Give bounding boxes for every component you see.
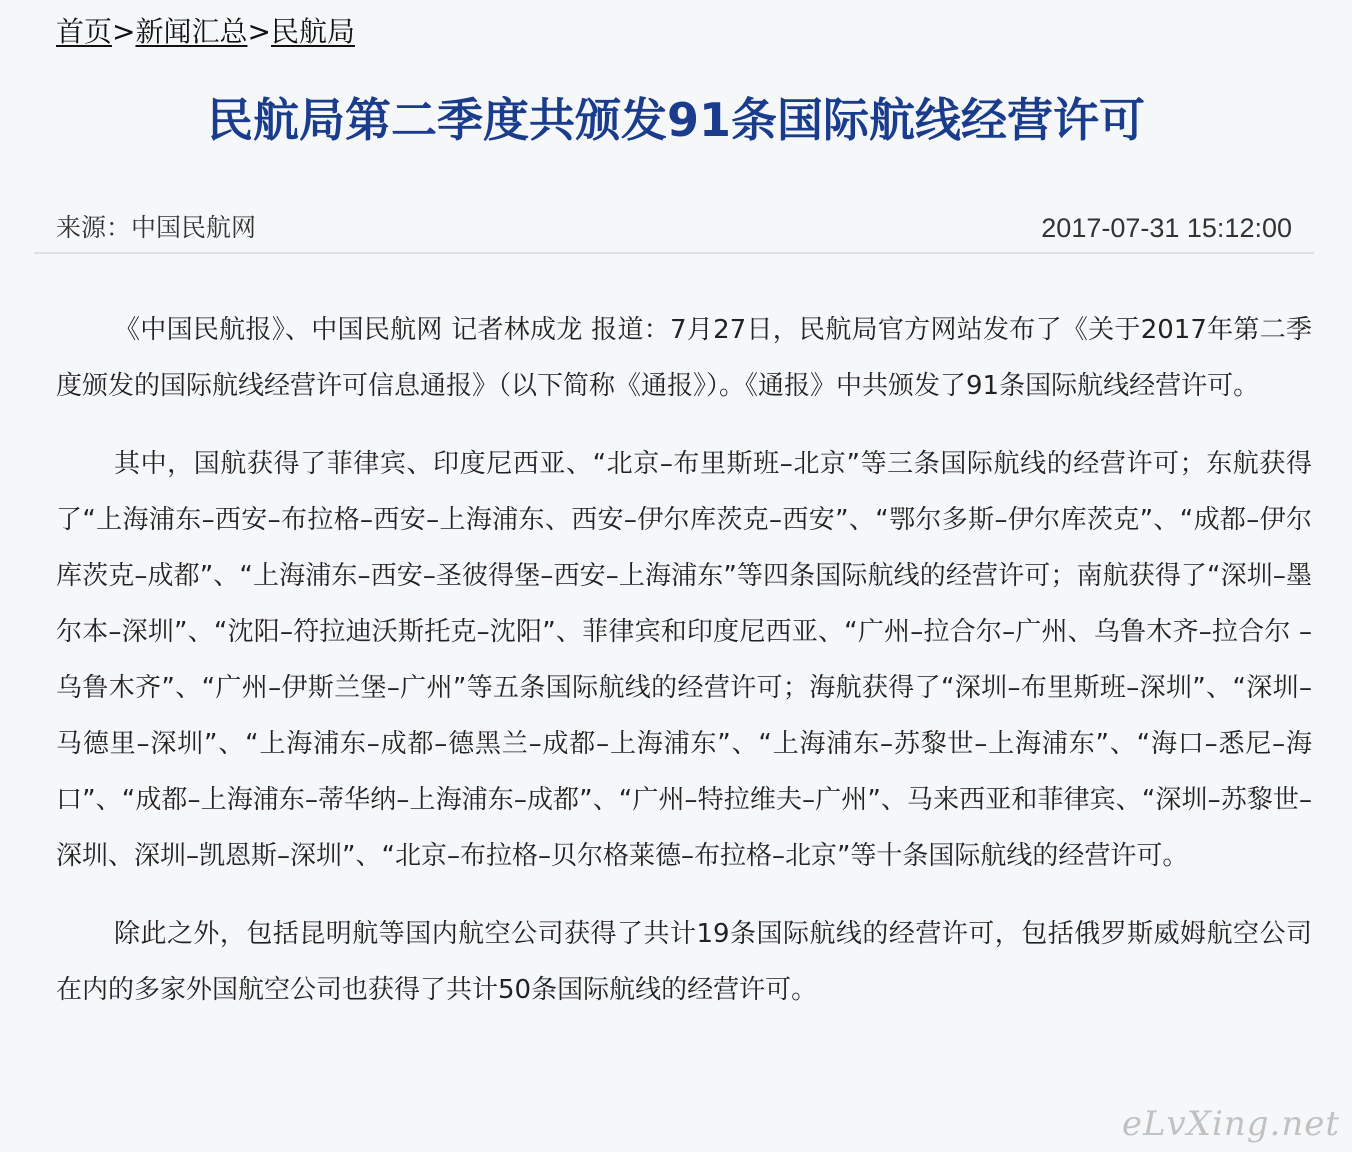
breadcrumb-home-link[interactable]: 首页 bbox=[56, 15, 113, 48]
article-title: 民航局第二季度共颁发91条国际航线经营许可 bbox=[206, 93, 1145, 147]
article-meta bbox=[56, 208, 1292, 248]
breadcrumb-separator: > bbox=[112, 15, 136, 48]
breadcrumb-news-link[interactable]: 新闻汇总 bbox=[135, 15, 248, 48]
article-paragraph: 其中，国航获得了菲律宾、印度尼西亚、“北京–布里斯班–北京”等三条国际航线的经营许可；东航获得了“上海浦东–西安–布拉格–西安–上海浦东、西安–伊尔库茨克–西安”、“鄂尔多斯–伊尔库茨克”、“成都–伊尔库茨克–成都”、“上海浦东–西安–圣彼得堡–西安–上海浦东”等四条国际航线的经营许可；南航获得了“深圳–墨尔本–深圳”、“沈阳–符拉迪沃斯托克–沈阳”、菲律宾和印度尼西亚、“广州–拉合尔–广州、乌鲁木齐–拉合尔 –乌鲁木齐”、“广州–伊斯兰堡–广州”等五条国际航线的经营许可；海航获得了“深圳–布里斯班–深圳”、“深圳–马德里–深圳”、“上海浦东–成都–德黑兰–成都–上海浦东”、“上海浦东–苏黎世–上海浦东”、“海口–悉尼–海口”、“成都–上海浦东–蒂华纳–上海浦东–成都”、“广州–特拉维夫–广州”、马来西亚和菲律宾、“深圳–苏黎世–深圳、深圳–凯恩斯–深圳”、“北京–布拉格–贝尔格莱德–布拉格–北京”等十条国际航线的经营许可。 bbox=[56, 449, 1312, 871]
article-datetime: 2017-07-31 15:12:00 bbox=[1041, 213, 1292, 243]
breadcrumb-section-link[interactable]: 民航局 bbox=[270, 15, 355, 48]
article-body bbox=[56, 302, 1312, 1040]
breadcrumb-separator: > bbox=[247, 15, 271, 48]
divider bbox=[34, 252, 1314, 254]
article-paragraph: 除此之外，包括昆明航等国内航空公司获得了共计19条国际航线的经营许可，包括俄罗斯威姆航空公司在内的多家外国航空公司也获得了共计50条国际航线的经营许可。 bbox=[56, 919, 1312, 1005]
breadcrumb bbox=[56, 12, 355, 52]
article-paragraph: 《中国民航报》、中国民航网 记者林成龙 报道：7月27日，民航局官方网站发布了《关于2017年第二季度颁发的国际航线经营许可信息通报》（以下简称《通报》）。《通报》中共颁发了91条国际航线经营许可。 bbox=[56, 315, 1312, 401]
article-source: 来源：中国民航网 bbox=[56, 213, 257, 242]
watermark-logo: eLvXing.net bbox=[1121, 1104, 1340, 1144]
